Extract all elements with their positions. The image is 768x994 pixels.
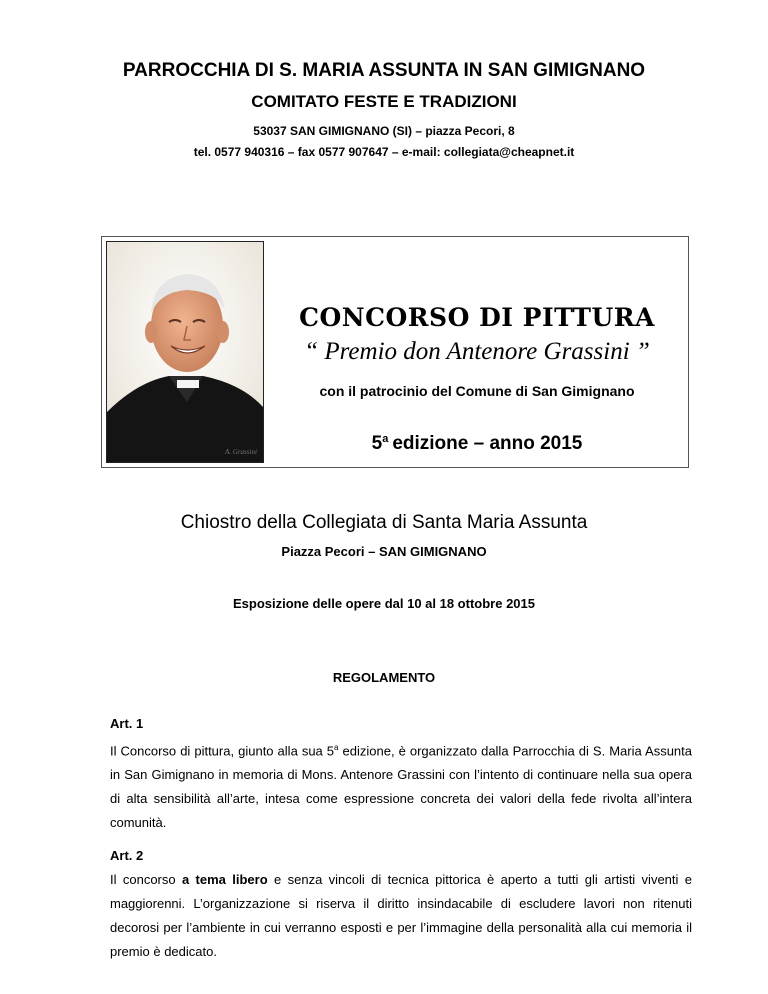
committee-name: COMITATO FESTE E TRADIZIONI xyxy=(251,92,517,111)
edition-text xyxy=(267,433,687,455)
venue-place: Piazza Pecori – SAN GIMIGNANO xyxy=(281,544,487,559)
edition-number: 5 xyxy=(371,433,383,454)
article-1 xyxy=(110,716,692,835)
article-1-text xyxy=(110,736,692,835)
priest-portrait-icon xyxy=(106,241,264,463)
svg-text:A. Grassini: A. Grassini xyxy=(225,448,257,456)
article-2 xyxy=(110,848,692,964)
article-1-ordinal: a xyxy=(334,743,339,752)
rules-heading: REGOLAMENTO xyxy=(332,670,436,685)
venue-title: Chiostro della Collegiata di Santa Maria Assunta xyxy=(180,512,588,533)
article-1-text-b: edizione, è organizzato dalla Parrocchia di S. Maria Assunta in San Gimignano in memoria di Mons. Antenore Grassini con l’intento di continuare nella sua opera di alta sensibilità all’arte, intesa come espressione concreta dei valori della fede rivolta all’intera comunità. xyxy=(110,743,692,831)
edition-ordinal: a xyxy=(382,433,389,445)
article-1-text-a: Il Concorso di pittura, giunto alla sua 5 xyxy=(110,743,335,759)
article-2-text xyxy=(110,868,692,964)
article-1-title: Art. 1 xyxy=(110,716,144,731)
parish-name: PARROCCHIA DI S. MARIA ASSUNTA IN SAN GIMIGNANO xyxy=(122,60,646,81)
address: 53037 SAN GIMIGNANO (SI) – piazza Pecori, 8 xyxy=(253,124,515,138)
article-2-text-bold: a tema libero xyxy=(181,872,268,887)
contacts: tel. 0577 940316 – fax 0577 907647 – e-mail: collegiata@cheapnet.it xyxy=(193,145,575,159)
patronage-text: con il patrocinio del Comune di San Gimignano xyxy=(319,383,635,399)
edition-year: edizione – anno 2015 xyxy=(392,433,583,454)
article-2-title: Art. 2 xyxy=(110,848,144,863)
article-2-text-a: Il concorso xyxy=(110,872,182,887)
prize-name: “ Premio don Antenore Grassini ” xyxy=(304,338,650,365)
exhibition-dates: Esposizione delle opere dal 10 al 18 ottobre 2015 xyxy=(232,596,535,611)
article-2-text-b: e senza vincoli di tecnica pittorica è aperto a tutti gli artisti viventi e maggiorenni. L’organizzazione si riserva il diritto insindacabile di escludere lavori non ritenuti decorosi per l’ambiente in cui verranno esposti e per l’immagine della personalità alla cui memoria il premio è dedicato. xyxy=(110,872,692,959)
contest-banner xyxy=(101,236,689,468)
contest-title: CONCORSO DI PITTURA xyxy=(299,303,655,332)
